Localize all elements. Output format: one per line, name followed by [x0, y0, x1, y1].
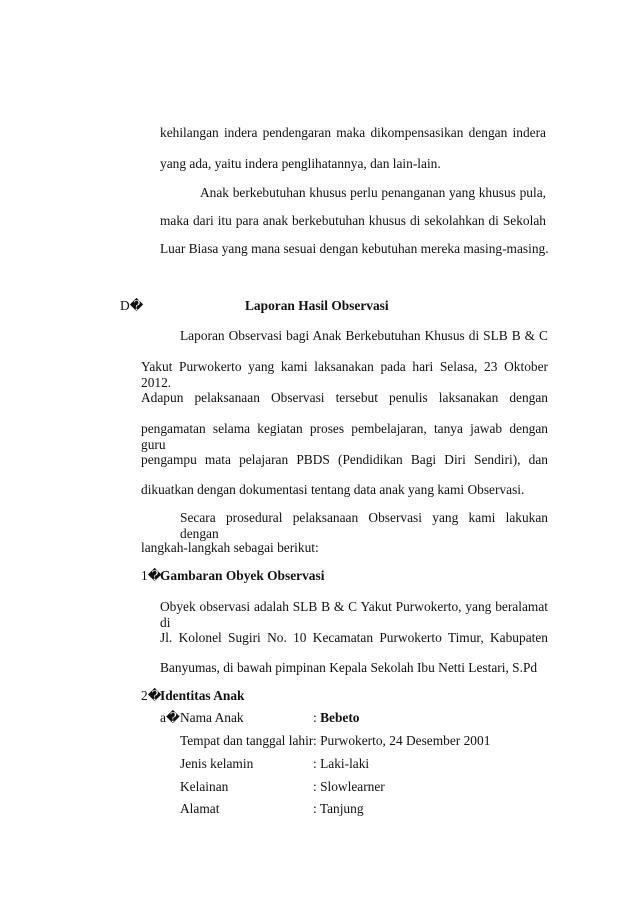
intro-line-4: maka dari itu para anak berkebutuhan khusus di sekolahkan di Sekolah — [160, 213, 546, 228]
item-1-marker: 1� — [141, 568, 162, 583]
identity-value-address: : Tanjung — [313, 801, 364, 816]
identity-label-disorder: Kelainan — [180, 779, 229, 794]
identity-label-birth: Tempat dan tanggal lahir — [180, 733, 314, 748]
item-1-line-2: Jl. Kolonel Sugiri No. 10 Kecamatan Purwokerto Timur, Kabupaten — [160, 630, 548, 645]
identity-label-address: Alamat — [180, 801, 220, 816]
section-d-title: Laporan Hasil Observasi — [245, 298, 389, 313]
intro-line-5: Luar Biasa yang mana sesuai dengan kebutuhan mereka masing-masing. — [160, 241, 549, 256]
identity-value-disorder: : Slowlearner — [313, 779, 385, 794]
section-d-p1-line-4: pengamatan selama kegiatan proses pembelajaran, tanya jawab dengan guru — [141, 421, 548, 452]
item-2-marker: 2� — [141, 688, 162, 703]
identity-label-name: Nama Anak — [180, 710, 244, 725]
section-d-p1-line-2: Yakut Purwokerto yang kami laksanakan pada hari Selasa, 23 Oktober 2012. — [141, 359, 548, 390]
item-2-title: Identitas Anak — [160, 688, 245, 703]
item-2-sub-marker: a� — [160, 710, 180, 725]
identity-value-name — [313, 710, 360, 726]
section-d-p1-line-3: Adapun pelaksanaan Observasi tersebut penulis laksanakan dengan — [141, 390, 548, 405]
identity-label-gender: Jenis kelamin — [180, 756, 254, 771]
section-d-p2-line-1: Secara prosedural pelaksanaan Observasi yang kami lakukan dengan — [180, 510, 548, 541]
identity-value-gender: : Laki-laki — [313, 756, 370, 771]
section-d-p1-line-6: dikuatkan dengan dokumentasi tentang data anak yang kami Observasi. — [141, 482, 525, 497]
item-1-line-1: Obyek observasi adalah SLB B & C Yakut Purwokerto, yang beralamat di — [160, 599, 548, 630]
intro-line-2: yang ada, yaitu indera penglihatannya, dan lain-lain. — [160, 156, 441, 171]
identity-value-birth: : Purwokerto, 24 Desember 2001 — [313, 733, 491, 748]
item-1-line-3: Banyumas, di bawah pimpinan Kepala Sekolah Ibu Netti Lestari, S.Pd — [160, 660, 538, 675]
section-d-marker: D� — [120, 298, 144, 313]
intro-line-1: kehilangan indera pendengaran maka dikompensasikan dengan indera — [160, 125, 546, 140]
section-d-p1-line-1: Laporan Observasi bagi Anak Berkebutuhan Khusus di SLB B & C — [180, 328, 548, 343]
identity-value-name-prefix: : — [313, 710, 321, 725]
intro-line-3: Anak berkebutuhan khusus perlu penanganan yang khusus pula, — [200, 185, 546, 200]
identity-value-name-bold: Bebeto — [320, 710, 360, 725]
item-1-title: Gambaran Obyek Observasi — [160, 568, 325, 583]
section-d-p2-line-2: langkah-langkah sebagai berikut: — [141, 540, 319, 555]
section-d-p1-line-5: pengampu mata pelajaran PBDS (Pendidikan Bagi Diri Sendiri), dan — [141, 452, 548, 467]
